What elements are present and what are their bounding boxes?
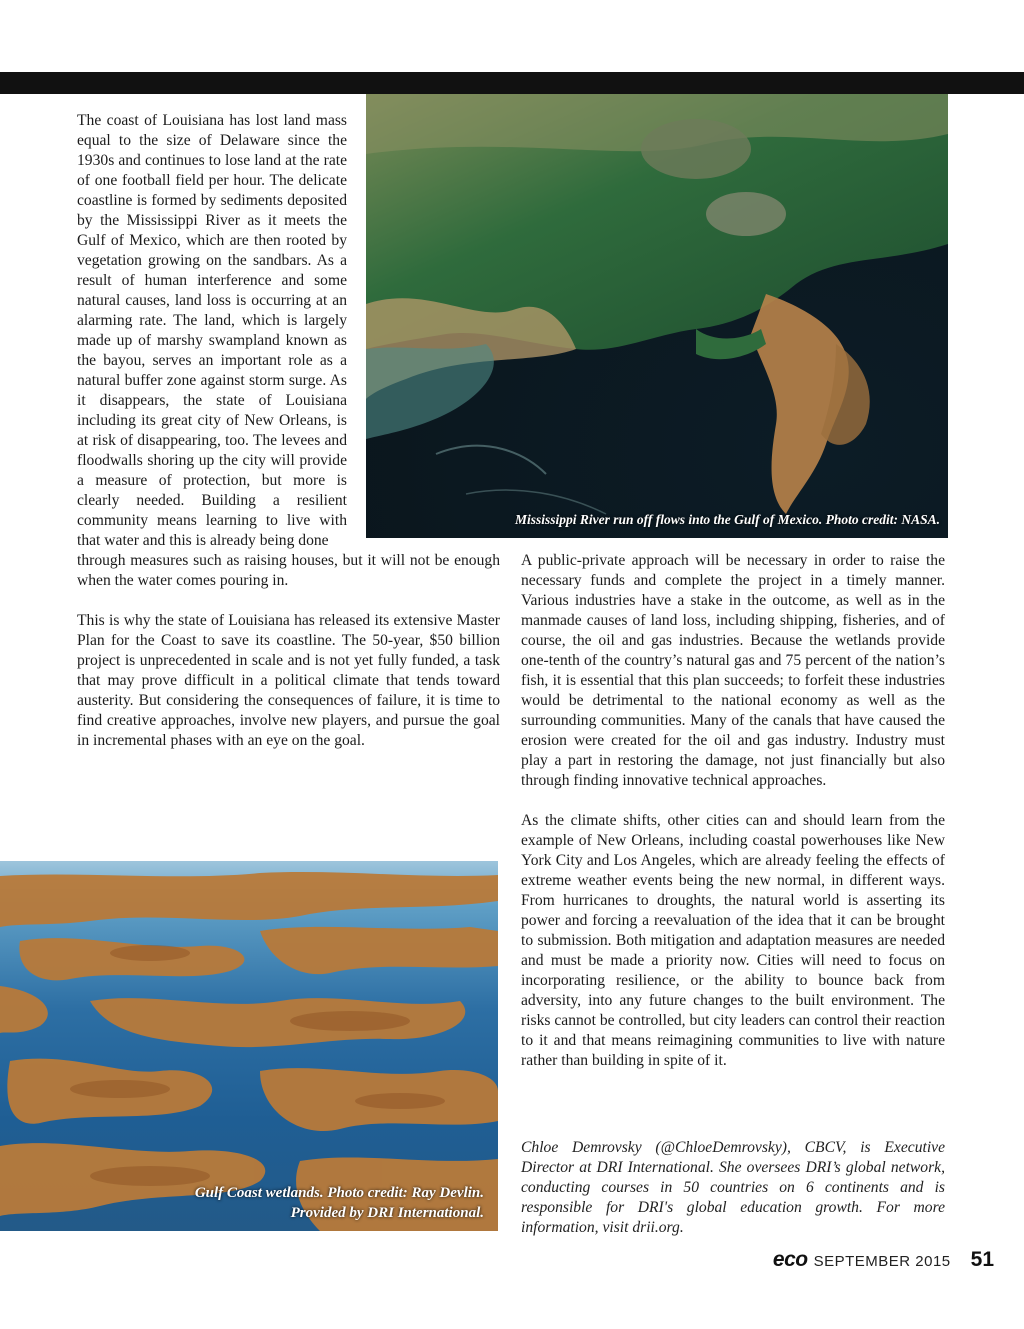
paragraph-master-plan: This is why the state of Louisiana has released its extensive Master Plan for the Coast to save its coastline. The 50-year, $50 billion project is unprecedented in scale and is not yet fully funded, a task that may prove difficult in a political climate that tends toward austerity. But considering the consequences of failure, it is time to find creative approaches, involve new players, and pursue the goal in incremental phases with an eye on the goal. xyxy=(77,612,500,749)
wetlands-caption-line2: Provided by DRI International. xyxy=(290,1205,484,1221)
left-column-text xyxy=(77,551,500,751)
page-footer xyxy=(773,1248,994,1274)
satellite-photo-caption: Mississippi River run off flows into the Gulf of Mexico. Photo credit: NASA. xyxy=(514,512,940,527)
author-byline: Chloe Demrovsky (@ChloeDemrovsky), CBCV, is Executive Director at DRI International. She oversees DRI’s global network, conducting courses in 50 countries on 6 continents and is responsible for DRI's global education growth. For more information, visit drii.org. xyxy=(521,1139,945,1236)
issue-date: SEPTEMBER 2015 xyxy=(813,1253,951,1270)
right-column-text xyxy=(521,551,945,1071)
wetlands-caption-line1: Gulf Coast wetlands. Photo credit: Ray Devlin. xyxy=(194,1185,484,1201)
header-bar xyxy=(0,72,1024,94)
paragraph-public-private: A public-private approach will be necessary in order to raise the necessary funds and complete the project in a timely manner. Various industries have a stake in the outcome, as well as in the manmade causes of land loss, including shipping, fisheries, and of course, the oil and gas industries. Because the wetlands provide one-tenth of the country’s natural gas and 75 percent of the nation’s fish, it is essential that this plan succeeds; to forfeit these industries would be detrimental to the national economy as well as the surrounding communities. Many of the canals that have caused the erosion were created for the oil and gas industry. Industry must play a part in restoring the damage, not just financially but also through finding innovative technical approaches. xyxy=(521,552,945,789)
gulf-coast-wetlands-photo xyxy=(0,861,498,1231)
wetlands-photo-caption xyxy=(195,1183,484,1223)
satellite-image-art xyxy=(366,94,948,538)
paragraph-coastline-continued: through measures such as raising houses, but it will not be enough when the water comes pouring in. xyxy=(77,552,500,589)
wetlands-image-art xyxy=(0,861,498,1231)
mississippi-delta-satellite-photo xyxy=(366,94,948,538)
magazine-name: eco xyxy=(772,1248,808,1271)
paragraph-coastline: The coast of Louisiana has lost land mass equal to the size of Delaware since the 1930s and continues to lose land at the rate of one football field per hour. The delicate coastline is formed by sediments deposited by the Mississippi River as it meets the Gulf of Mexico, which are then rooted by vegetation growing on the sandbars. As a result of human interference and some natural causes, land loss is occurring at an alarming rate. The land, which is largely made up of marshy swampland known as the bayou, serves an important role as a natural buffer zone against storm surge. As it disappears, the state of Louisiana including its great city of New Orleans, is at risk of disappearing, too. The levees and floodwalls shoring up the city will provide a measure of protection, but more is clearly needed. Building a resilient community means learning to live with that water and this is already being done xyxy=(77,112,347,549)
paragraph-climate-shifts: As the climate shifts, other cities can and should learn from the example of New Orleans, including coastal powerhouses like New York City and Los Angeles, which are already feeling the effects of extreme weather events being the new normal, in different ways. From hurricanes to droughts, the natural world is asserting its power and forcing a reevaluation of the idea that it can be brought to submission. Both mitigation and adaptation measures are needed and must be made a priority now. Cities will need to focus on incorporating resilience, or the ability to bounce back from adversity, into any future changes to the built environment. The risks cannot be controlled, but city leaders can control their reaction to it and that means reimagining communities to live with nature rather than building in spite of it. xyxy=(521,812,945,1069)
page-number: 51 xyxy=(970,1248,994,1271)
left-column-wrap-text xyxy=(77,111,347,551)
